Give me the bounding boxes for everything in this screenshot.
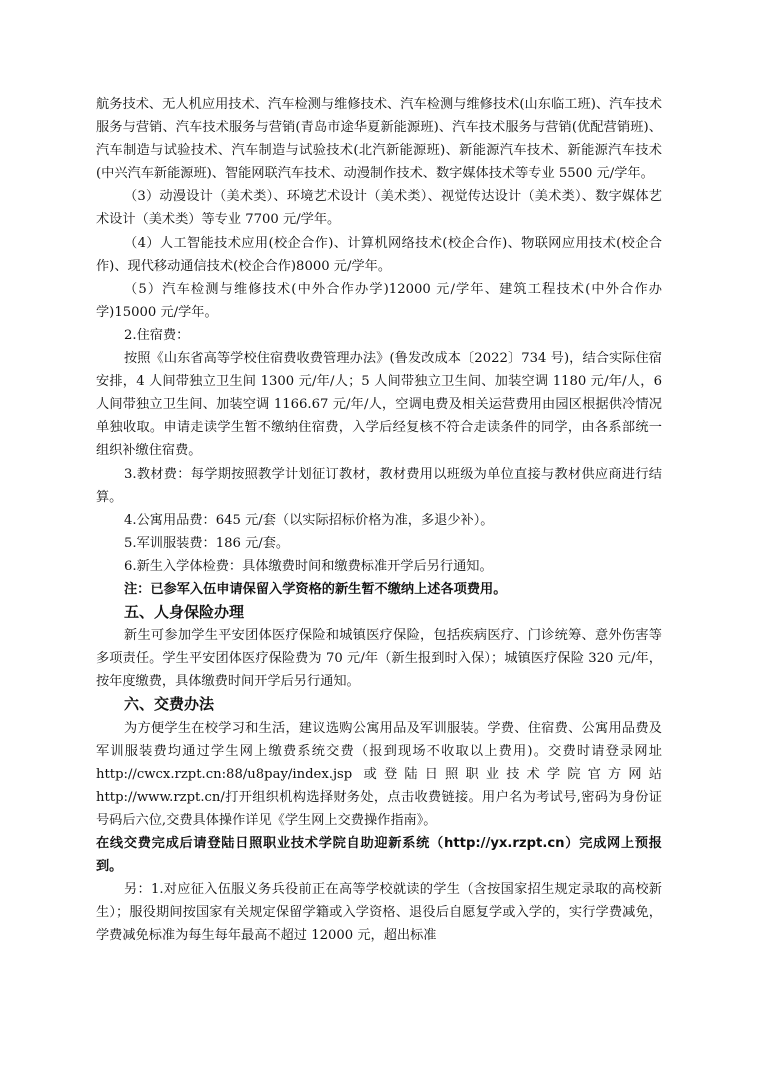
paragraph-accommodation-body: 按照《山东省高等学校住宿费收费管理办法》(鲁发改成本〔2022〕734 号)，结合实际住宿安排，4 人间带独立卫生间 1300 元/年/人；5 人间带独立卫生间、加装空调 1180 元/年/人，6 人间带独立卫生间、加装空调 1166.67 元/年/人，空调电费及相关运营费用由园区根据供冷情况单独收取。申请走读学生暂不缴纳住宿费，入学后经复核不符合走读条件的同学，由各系部统一组织补缴住宿费。 [96,351,662,459]
paragraph-medical-exam-fee: 6.新生入学体检费：具体缴费时间和缴费标准开学后另行通知。 [124,558,493,574]
section-heading-insurance: 五、人身保险办理 [124,603,245,622]
paragraph-textbook-fee: 3.教材费：每学期按照教学计划征订教材，教材费用以班级为单位直接与教材供应商进行结算。 [96,466,662,505]
paragraph-military-uniform-fee: 5.军训服装费：186 元/套。 [124,535,290,551]
paragraph-fee-item-3: （3）动漫设计（美术类）、环境艺术设计（美术类）、视觉传达设计（美术类）、数字媒体艺术设计（美术类）等专业 7700 元/学年。 [96,189,662,228]
paragraph-major-list-cont: 航务技术、无人机应用技术、汽车检测与维修技术、汽车检测与维修技术(山东临工班)、汽车技术服务与营销、汽车技术服务与营销(青岛市途华夏新能源班)、汽车技术服务与营销(优配营销班)、汽车制造与试验技术、汽车制造与试验技术(北汽新能源班)、新能源汽车技术、新能源汽车技术(中兴汽车新能源班)、智能网联汽车技术、动漫制作技术、数字媒体技术等专业 5500 元/学年。 [96,97,662,182]
document-body [96,93,662,947]
paragraph-fee-item-5: （5）汽车检测与维修技术(中外合作办学)12000 元/学年、建筑工程技术(中外合作办学)15000 元/学年。 [96,281,662,320]
paragraph-insurance-body: 新生可参加学生平安团体医疗保险和城镇医疗保险，包括疾病医疗、门诊统筹、意外伤害等多项责任。学生平安团体医疗保险费为 70 元/年（新生报到时入保）；城镇医疗保险 320 元/年，按年度缴费，具体缴费时间开学后另行通知。 [96,628,662,690]
paragraph-online-registration: 在线交费完成后请登陆日照职业技术学院自助迎新系统（http://yx.rzpt.cn）完成网上预报到。 [96,836,662,875]
paragraph-fee-item-4: （4）人工智能技术应用(校企合作)、计算机网络技术(校企合作)、物联网应用技术(校企合作)、现代移动通信技术(校企合作)8000 元/学年。 [96,235,662,274]
paragraph-note-enlisted: 注：已参军入伍申请保留入学资格的新生暂不缴纳上述各项费用。 [124,581,507,597]
paragraph-payment-body: 为方便学生在校学习和生活，建议选购公寓用品及军训服装。学费、住宿费、公寓用品费及军训服装费均通过学生网上缴费系统交费（报到现场不收取以上费用)。交费时请登录网址 http://cwcx.rzpt.cn:88/u8pay/index.jsp 或登陆日照职业技术学院官方网站 http://www.rzpt.cn/打开组织机构选择财务处，点击收费链接。用户名为考试号,密码为身份证号码后六位,交费具体操作详见《学生网上交费操作指南》。 [96,720,662,828]
paragraph-other-notes: 另：1.对应征入伍服义务兵役前正在高等学校就读的学生（含按国家招生规定录取的高校新生）；服役期间按国家有关规定保留学籍或入学资格、退役后自愿复学或入学的，实行学费减免，学费减免标准为每生每年最高不超过 12000 元，超出标准 [96,882,662,944]
section-heading-payment: 六、交费办法 [124,695,215,714]
paragraph-dorm-supplies-fee: 4.公寓用品费：645 元/套（以实际招标价格为准，多退少补）。 [124,512,494,528]
paragraph-accommodation-title: 2.住宿费： [124,327,190,343]
